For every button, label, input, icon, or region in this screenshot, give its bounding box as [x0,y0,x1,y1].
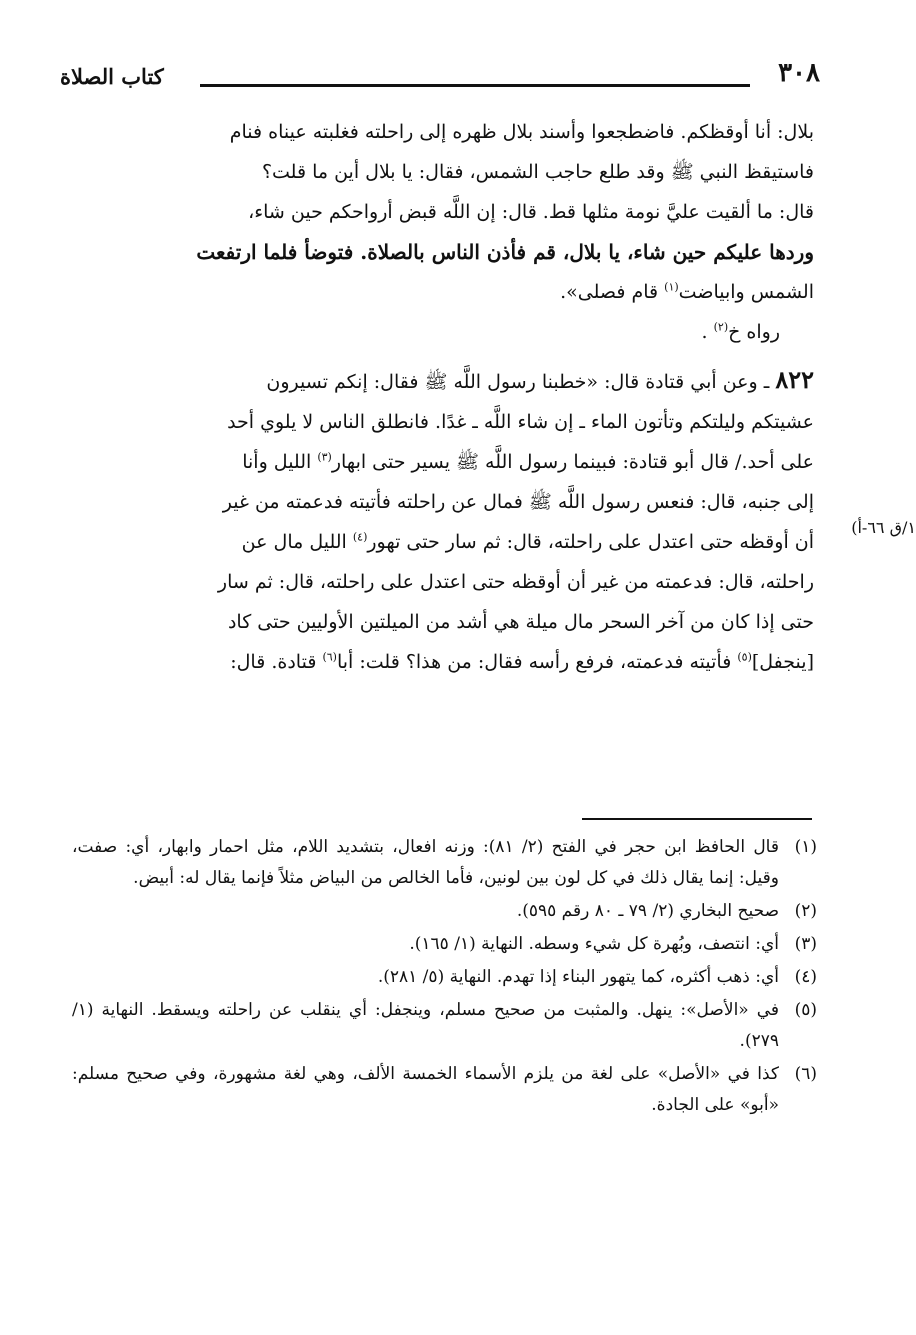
text-line: الشمس وابياضت$^{(١)}$ قام فصلى». [560,280,814,303]
footnote [72,1059,817,1121]
main-text [72,112,814,682]
header-rule [200,84,750,87]
page-number: ٣٠٨ [778,58,820,88]
page-header [60,58,820,102]
text-line: قال: ما ألقيت عليَّ نومة مثلها قط. قال: إن اللَّه قبض أرواحكم حين شاء، [248,201,814,223]
text-line: بلال: أنا أوقظكم. فاضطجعوا وأسند بلال ظهره إلى راحلته فغلبته عيناه فنام [229,121,814,143]
footnote-ref: (٢) [713,320,729,334]
footnote-number: (٦) [794,1064,817,1084]
footnote [72,929,817,960]
text-line: فاستيقظ النبي ﷺ وقد طلع حاجب الشمس، فقال: يا بلال أين ما قلت؟ [261,161,814,183]
footnote-number: (٣) [794,934,817,954]
footnote [72,832,817,894]
footnote-ref: (٦) [322,650,337,664]
footnote-text: صحيح البخاري (٢/ ٧٩ ـ ٨٠ رقم ٥٩٥). [516,901,779,921]
footnote-number: (٢) [794,901,817,921]
footnote [72,896,817,927]
narration-line: رواه خ$^{(٢)}$ . [701,320,780,343]
footnote [72,995,817,1057]
text-line: حتى إذا كان من آخر السحر مال ميلة هي أشد من الميلتين الأوليين حتى كاد [227,611,814,633]
footnote-text: أي: انتصف، وبُهرة كل شيء وسطه. النهاية (١/ ١٦٥). [409,934,779,954]
manuscript-margin-note: ١/ق ٦٦-أ) [851,518,916,537]
text-line: عشيتكم وليلتكم وتأتون الماء ـ إن شاء اللَّه ـ غدًا. فانطلق الناس لا يلوي أحد [227,411,814,433]
running-head: كتاب الصلاة [60,64,164,89]
text-line: أن أوقظه حتى اعتدل على راحلته، قال: ثم سار حتى تهور$^{(٤)}$ الليل مال عن [241,530,814,553]
footnote-text: كذا في «الأصل» على لغة من يلزم الأسماء الخمسة الألف، وهي لغة مشهورة، وفي صحيح مسلم: «أبو» على الجادة. [72,1064,779,1115]
footnote-number: (٤) [794,967,817,987]
footnote-separator [582,818,812,820]
footnote-number: (٥) [794,1000,817,1020]
hadith-number: ٨٢٢ [775,365,814,394]
footnote-text: في «الأصل»: ينهل. والمثبت من صحيح مسلم، وينجفل: أي ينقلب عن راحلته ويسقط. النهاية (١/ ٢٧٩). [72,1000,779,1051]
hadith-start-line: ٨٢٢ ـ وعن أبي قتادة قال: «خطبنا رسول اللَّه ﷺ فقال: إنكم تسيرون [266,365,814,394]
text-line: وردها عليكم حين شاء، يا بلال، قم فأذن الناس بالصلاة. فتوضأ فلما ارتفعت [196,240,814,264]
text-line: إلى جنبه، قال: فنعس رسول اللَّه ﷺ فمال عن راحلته فأتيته فدعمته من غير [222,491,814,513]
footnote-ref: (٤) [352,530,368,544]
text-line: راحلته، قال: فدعمته من غير أن أوقظه حتى اعتدل على راحلته، قال: ثم سار [217,571,814,593]
footnotes-list [72,832,817,1123]
footnote-ref: (١) [664,280,679,294]
footnote-text: قال الحافظ ابن حجر في الفتح (٢/ ٨١): وزنه افعال، بتشديد اللام، مثل احمار وابهار، أي: صفت، وقيل: إنما يقال ذلك في كل لون بين لونين، فأما الخالص من البياض مثلاً فإنما يقال له: أبيض. [72,837,779,888]
footnote [72,962,817,993]
footnote-number: (١) [794,837,817,857]
text-line: على أحد./ قال أبو قتادة: فبينما رسول اللَّه ﷺ يسير حتى ابهار$^{(٣)}$ الليل وأنا [242,450,814,473]
footnote-text: أي: ذهب أكثره، كما يتهور البناء إذا تهدم. النهاية (٥/ ٢٨١). [377,967,779,987]
footnote-ref: (٣) [317,450,332,464]
text-line: [ينجفل]$^{(٥)}$ فأتيته فدعمته، فرفع رأسه فقال: من هذا؟ قلت: أبا$^{(٦)}$ قتادة. قال: [230,650,814,673]
footnote-ref: (٥) [737,650,752,664]
